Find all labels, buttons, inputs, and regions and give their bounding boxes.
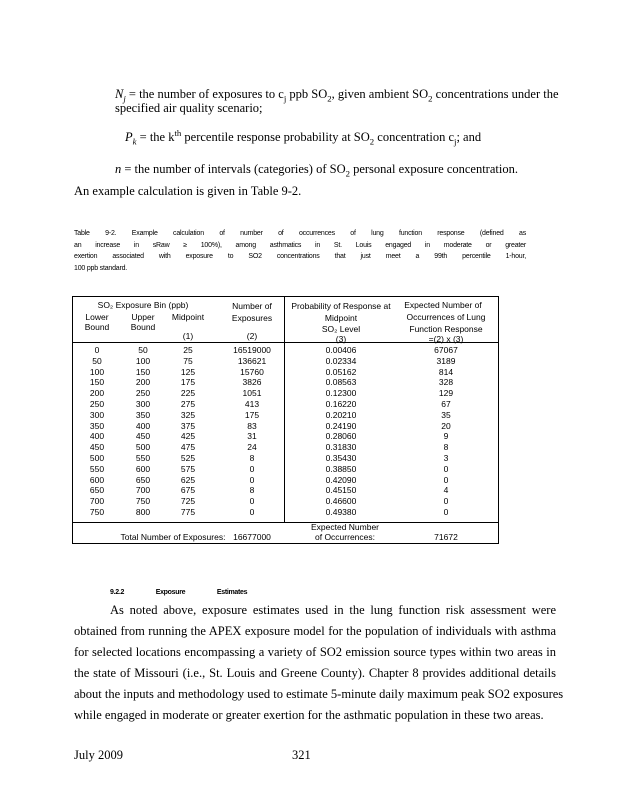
cell-lower-bound: 50 — [92, 355, 102, 366]
cell-occurrences: 67 — [441, 399, 451, 409]
cell-lower-bound: 500 — [89, 453, 105, 463]
cell-lower-bound: 700 — [89, 496, 105, 507]
table-row — [73, 442, 498, 453]
text: , given ambient SO — [331, 87, 429, 101]
cell-probability: 0.38850 — [325, 463, 357, 474]
header-probability-level: SO₂ Level — [321, 324, 361, 334]
cell-occurrences: 67067 — [434, 345, 458, 355]
text: concentration c — [374, 130, 454, 144]
cell-upper-bound: 350 — [135, 409, 151, 420]
cell-exposures: 3826 — [242, 377, 262, 388]
table-row — [73, 475, 498, 486]
definition-nj: $N_j$ = the number of exposures to $c_j$ ppb $SO_2$, given ambient $SO_2$ concentrations under the — [115, 87, 559, 104]
page-number: 321 — [292, 748, 311, 762]
table-caption — [74, 228, 526, 274]
header-midpoint-num: (1) — [182, 331, 194, 341]
table-row — [73, 367, 498, 378]
paragraph-line: obtained from running the APEX exposure model for the population of individuals with asthma — [74, 624, 556, 638]
cell-occurrences: 0 — [443, 507, 449, 517]
table-row — [73, 345, 498, 356]
header-occurrences-2: Occurrences of Lung — [406, 312, 486, 322]
header-occurrences-3: Function Response — [409, 324, 483, 334]
cell-upper-bound: 400 — [135, 420, 151, 431]
header-upper: Upper Bound — [130, 312, 156, 332]
table-row — [73, 485, 498, 496]
cell-probability: 0.02334 — [325, 355, 357, 366]
cell-exposures: 83 — [247, 420, 257, 431]
cell-lower-bound: 0 — [94, 345, 100, 355]
cell-exposures: 136621 — [237, 355, 267, 366]
cell-upper-bound: 300 — [135, 399, 151, 409]
cell-midpoint: 175 — [180, 377, 196, 388]
cell-occurrences: 814 — [438, 366, 454, 377]
text: percentile response probability at SO — [181, 130, 370, 144]
table-row — [73, 377, 498, 388]
header-exposures: Number of Exposures — [231, 301, 273, 323]
table-row — [73, 421, 498, 432]
header-exposures-num: (2) — [246, 331, 258, 341]
table-row — [73, 431, 498, 442]
cell-upper-bound: 500 — [135, 442, 151, 453]
cell-probability: 0.05162 — [325, 366, 357, 377]
cell-lower-bound: 750 — [89, 507, 105, 517]
cell-midpoint: 225 — [180, 388, 196, 399]
symbol: P — [125, 130, 133, 144]
cell-probability: 0.20210 — [325, 409, 357, 420]
text: = the number of exposures to c — [125, 87, 284, 101]
cell-exposures: 175 — [244, 409, 260, 420]
cell-lower-bound: 400 — [89, 431, 105, 442]
cell-upper-bound: 750 — [135, 496, 151, 507]
header-occurrences: Expected Number of — [404, 300, 482, 310]
cell-upper-bound: 150 — [135, 366, 151, 377]
cell-upper-bound: 200 — [135, 377, 151, 388]
cell-occurrences: 129 — [438, 388, 454, 399]
cell-occurrences: 4 — [443, 485, 449, 496]
paragraph-line: about the inputs and methodology used to estimate 5-minute daily maximum peak SO2 exposures — [74, 687, 564, 701]
cell-exposures: 1051 — [242, 388, 262, 399]
cell-probability: 0.46600 — [325, 496, 357, 507]
table-row — [73, 453, 498, 464]
cell-midpoint: 475 — [180, 442, 196, 453]
text: = the k — [136, 130, 175, 144]
cell-midpoint: 625 — [180, 474, 196, 485]
table-row — [73, 496, 498, 507]
data-table — [72, 296, 499, 544]
expected-value: 71672 — [434, 532, 458, 542]
table-row — [73, 464, 498, 475]
cell-occurrences: 3189 — [436, 355, 456, 366]
definition-nj-line2: specified air quality scenario; — [115, 101, 263, 115]
cell-upper-bound: 600 — [135, 463, 151, 474]
symbol: N — [115, 87, 124, 101]
cell-probability: 0.35430 — [325, 453, 357, 463]
cell-probability: 0.24190 — [325, 420, 357, 431]
cell-midpoint: 275 — [180, 399, 196, 409]
table-row — [73, 399, 498, 410]
cell-lower-bound: 600 — [89, 474, 105, 485]
cell-probability: 0.31830 — [325, 442, 357, 453]
cell-lower-bound: 650 — [89, 485, 105, 496]
table-row — [73, 507, 498, 518]
cell-midpoint: 425 — [180, 431, 196, 442]
cell-lower-bound: 200 — [89, 388, 105, 399]
text: concentrations under the — [432, 87, 559, 101]
cell-midpoint: 675 — [180, 485, 196, 496]
cell-midpoint: 775 — [180, 507, 196, 517]
cell-lower-bound: 150 — [89, 377, 105, 388]
body-paragraph — [74, 600, 564, 726]
cell-upper-bound: 800 — [135, 507, 151, 517]
paragraph-line: As noted above, exposure estimates used in the lung function risk assessment were — [110, 603, 556, 617]
caption-line: an increase in sRaw ≥ 100%), among asthmatics in St. Louis engaged in moderate or greater — [74, 241, 526, 249]
section-heading: 9.2.2 Exposure Estimates — [110, 589, 248, 596]
cell-midpoint: 75 — [183, 355, 193, 366]
cell-occurrences: 0 — [443, 463, 449, 474]
cell-occurrences: 20 — [441, 420, 451, 431]
header-occurrences-num: =(2) x (3) — [428, 334, 464, 344]
definition-pk: $P_k$ = the $k^{th}$ percentile response probability at $SO_2$ concentration $c_j$; and — [125, 127, 482, 147]
cell-upper-bound: 700 — [135, 485, 151, 496]
cell-exposures: 0 — [249, 496, 255, 507]
cell-probability: 0.00406 — [325, 345, 357, 355]
cell-occurrences: 35 — [441, 409, 451, 420]
footer-divider — [73, 522, 498, 523]
header-probability-num: (3) — [335, 334, 347, 344]
symbol: n — [115, 162, 122, 176]
text: ; and — [456, 130, 482, 144]
cell-upper-bound: 250 — [135, 388, 151, 399]
cell-midpoint: 25 — [183, 345, 193, 355]
group-header: SO₂ Exposure Bin (ppb) — [97, 300, 189, 310]
cell-occurrences: 9 — [443, 431, 449, 442]
footer-date: July 2009 — [74, 748, 123, 762]
expected-label-1: Expected Number — [310, 522, 380, 532]
cell-midpoint: 325 — [180, 409, 196, 420]
cell-exposures: 413 — [244, 399, 260, 409]
cell-probability: 0.45150 — [325, 485, 357, 496]
cell-exposures: 8 — [249, 485, 255, 496]
intro-sentence: An example calculation is given in Table 9-2. — [74, 184, 302, 198]
cell-lower-bound: 550 — [89, 463, 105, 474]
header-probability: Probability of Response at Midpoint — [291, 301, 391, 323]
cell-lower-bound: 250 — [89, 399, 105, 409]
cell-occurrences: 0 — [443, 474, 449, 485]
paragraph-line: for selected locations encompassing a variety of SO2 emission source types within two areas in — [74, 645, 556, 659]
cell-lower-bound: 100 — [89, 366, 105, 377]
cell-probability: 0.49380 — [325, 507, 357, 517]
cell-exposures: 8 — [249, 453, 255, 463]
cell-occurrences: 0 — [443, 496, 449, 507]
cell-lower-bound: 300 — [89, 409, 105, 420]
header-lower: Lower Bound — [84, 312, 110, 332]
cell-lower-bound: 350 — [89, 420, 105, 431]
caption-line: exertion associated with exposure to SO2 concentrations that just meet a 99th percentile 1-hour, — [74, 253, 526, 260]
cell-upper-bound: 450 — [135, 431, 151, 442]
table-row — [73, 356, 498, 367]
total-label: Total Number of Exposures: — [120, 532, 226, 542]
cell-upper-bound: 50 — [138, 345, 148, 355]
cell-exposures: 16519000 — [233, 345, 271, 355]
text: personal exposure concentration. — [349, 162, 518, 176]
cell-probability: 0.16220 — [325, 399, 357, 409]
paragraph-line: while engaged in moderate or greater exertion for the asthmatic population in these two areas. — [74, 708, 544, 722]
cell-exposures: 24 — [247, 442, 257, 453]
header-midpoint: Midpoint — [171, 312, 205, 322]
definition-n: n = the number of intervals (categories) of $SO_2$ personal exposure concentration. — [115, 162, 518, 179]
caption-line: Table 9-2. Example calculation of number of occurrences of lung function response (defined as — [74, 230, 526, 237]
cell-probability: 0.28060 — [325, 431, 357, 442]
cell-probability: 0.08563 — [325, 377, 357, 388]
caption-line: 100 ppb standard. — [74, 264, 128, 272]
table-row — [73, 410, 498, 421]
cell-upper-bound: 550 — [135, 453, 151, 463]
cell-exposures: 31 — [247, 431, 257, 442]
text: ppb SO — [286, 87, 328, 101]
cell-upper-bound: 650 — [135, 474, 151, 485]
cell-midpoint: 375 — [180, 420, 196, 431]
subscript: j — [123, 93, 126, 104]
cell-exposures: 0 — [249, 507, 255, 517]
cell-probability: 0.42090 — [325, 474, 357, 485]
cell-midpoint: 125 — [180, 366, 196, 377]
cell-occurrences: 3 — [443, 453, 449, 463]
cell-exposures: 15760 — [240, 366, 264, 377]
cell-occurrences: 8 — [443, 442, 449, 453]
paragraph-line: the state of Missouri (i.e., St. Louis and Greene County). Chapter 8 provides additional details — [74, 666, 556, 680]
cell-exposures: 0 — [249, 474, 255, 485]
table-row — [73, 388, 498, 399]
cell-midpoint: 575 — [180, 463, 196, 474]
cell-upper-bound: 100 — [135, 355, 151, 366]
superscript: th — [174, 127, 182, 138]
expected-label-2: of Occurrences: — [315, 532, 375, 542]
cell-exposures: 0 — [249, 463, 255, 474]
text: = the number of intervals (categories) of SO — [121, 162, 346, 176]
cell-midpoint: 525 — [180, 453, 196, 463]
total-value: 16677000 — [233, 532, 271, 542]
cell-lower-bound: 450 — [89, 442, 105, 453]
cell-midpoint: 725 — [180, 496, 196, 507]
cell-probability: 0.12300 — [325, 388, 357, 399]
cell-occurrences: 328 — [438, 377, 454, 388]
